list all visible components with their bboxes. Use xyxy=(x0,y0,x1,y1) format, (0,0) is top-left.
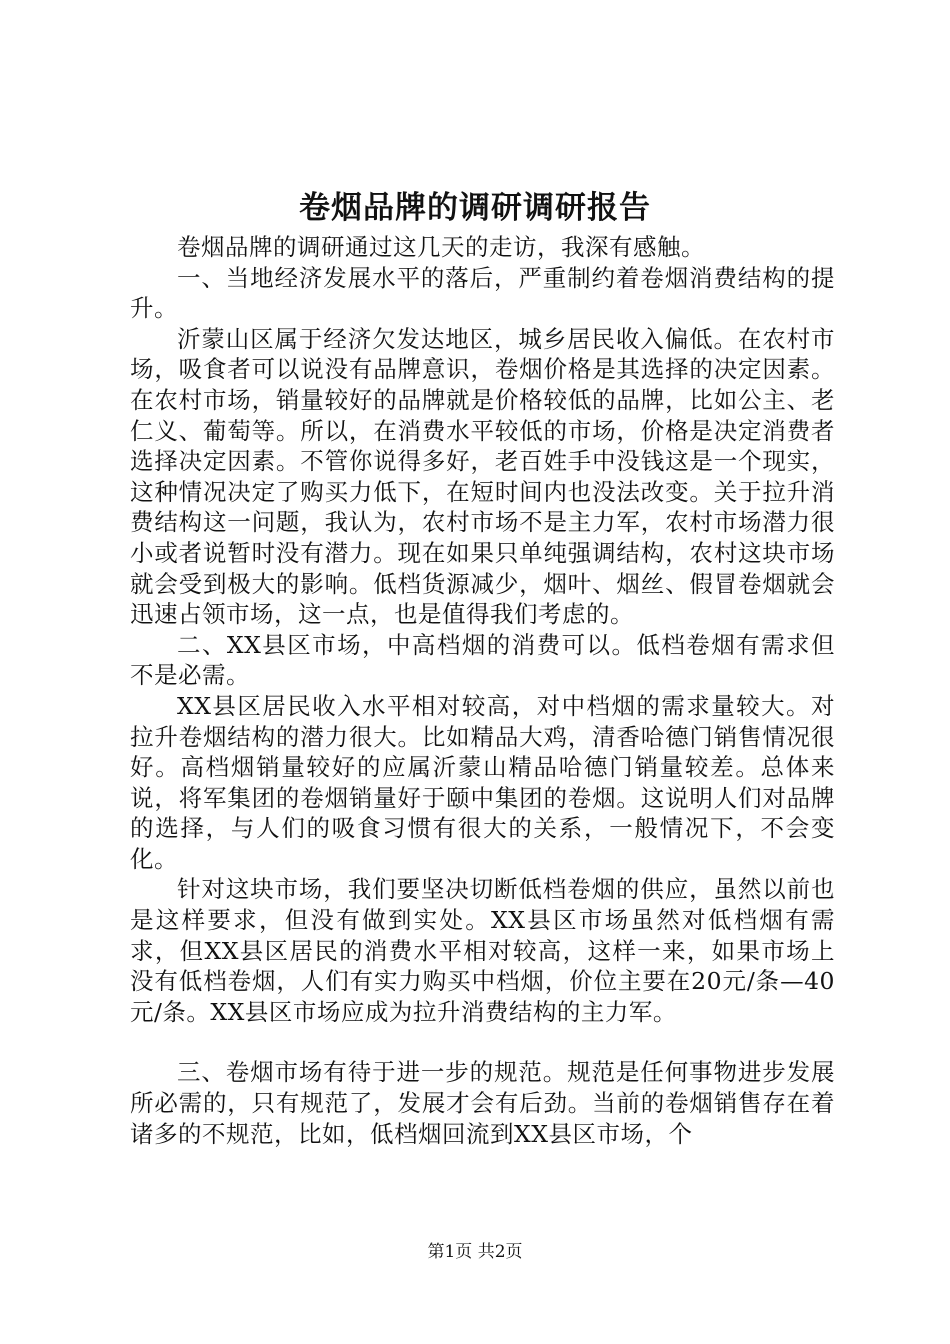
document-body xyxy=(130,232,835,1149)
paragraph-section-2-body: XX县区居民收入水平相对较高，对中档烟的需求量较大。对拉升卷烟结构的潜力很大。比如精品大鸡，清香哈德门销售情况很好。高档烟销量较好的应属沂蒙山精品哈德门销量较差。总体来说，将军集团的卷烟销量好于颐中集团的卷烟。这说明人们对品牌的选择，与人们的吸食习惯有很大的关系，一般情况下，不会变化。 xyxy=(130,691,835,873)
paragraph-section-1-body: 沂蒙山区属于经济欠发达地区，城乡居民收入偏低。在农村市场，吸食者可以说没有品牌意识，卷烟价格是其选择的决定因素。在农村市场，销量较好的品牌就是价格较低的品牌，比如公主、老仁义、葡萄等。所以，在消费水平较低的市场，价格是决定消费者选择决定因素。不管你说得多好，老百姓手中没钱这是一个现实，这种情况决定了购买力低下，在短时间内也没法改变。关于拉升消费结构这一问题，我认为，农村市场不是主力军，农村市场潜力很小或者说暂时没有潜力。现在如果只单纯强调结构，农村这块市场就会受到极大的影响。低档货源减少，烟叶、烟丝、假冒卷烟就会迅速占领市场，这一点，也是值得我们考虑的。 xyxy=(130,324,835,629)
paragraph-section-3-heading: 三、卷烟市场有待于进一步的规范。规范是任何事物进步发展所必需的，只有规范了，发展才会有后劲。当前的卷烟销售存在着诸多的不规范，比如，低档烟回流到XX县区市场，个 xyxy=(130,1058,835,1148)
paragraph-section-1-heading: 一、当地经济发展水平的落后，严重制约着卷烟消费结构的提升。 xyxy=(130,263,835,323)
document-title: 卷烟品牌的调研调研报告 xyxy=(299,190,651,226)
paragraph-section-2-heading: 二、XX县区市场，中高档烟的消费可以。低档卷烟有需求但不是必需。 xyxy=(130,630,835,690)
paragraph-section-2-strategy: 针对这块市场，我们要坚决切断低档卷烟的供应，虽然以前也是这样要求，但没有做到实处。XX县区市场虽然对低档烟有需求，但XX县区居民的消费水平相对较高，这样一来，如果市场上没有低档卷烟，人们有实力购买中档烟，价位主要在20元/条—40元/条。XX县区市场应成为拉升消费结构的主力军。 xyxy=(130,875,835,1026)
page-number-footer: 第1页 共2页 xyxy=(427,1242,523,1262)
paragraph-intro: 卷烟品牌的调研通过这几天的走访，我深有感触。 xyxy=(177,233,705,261)
